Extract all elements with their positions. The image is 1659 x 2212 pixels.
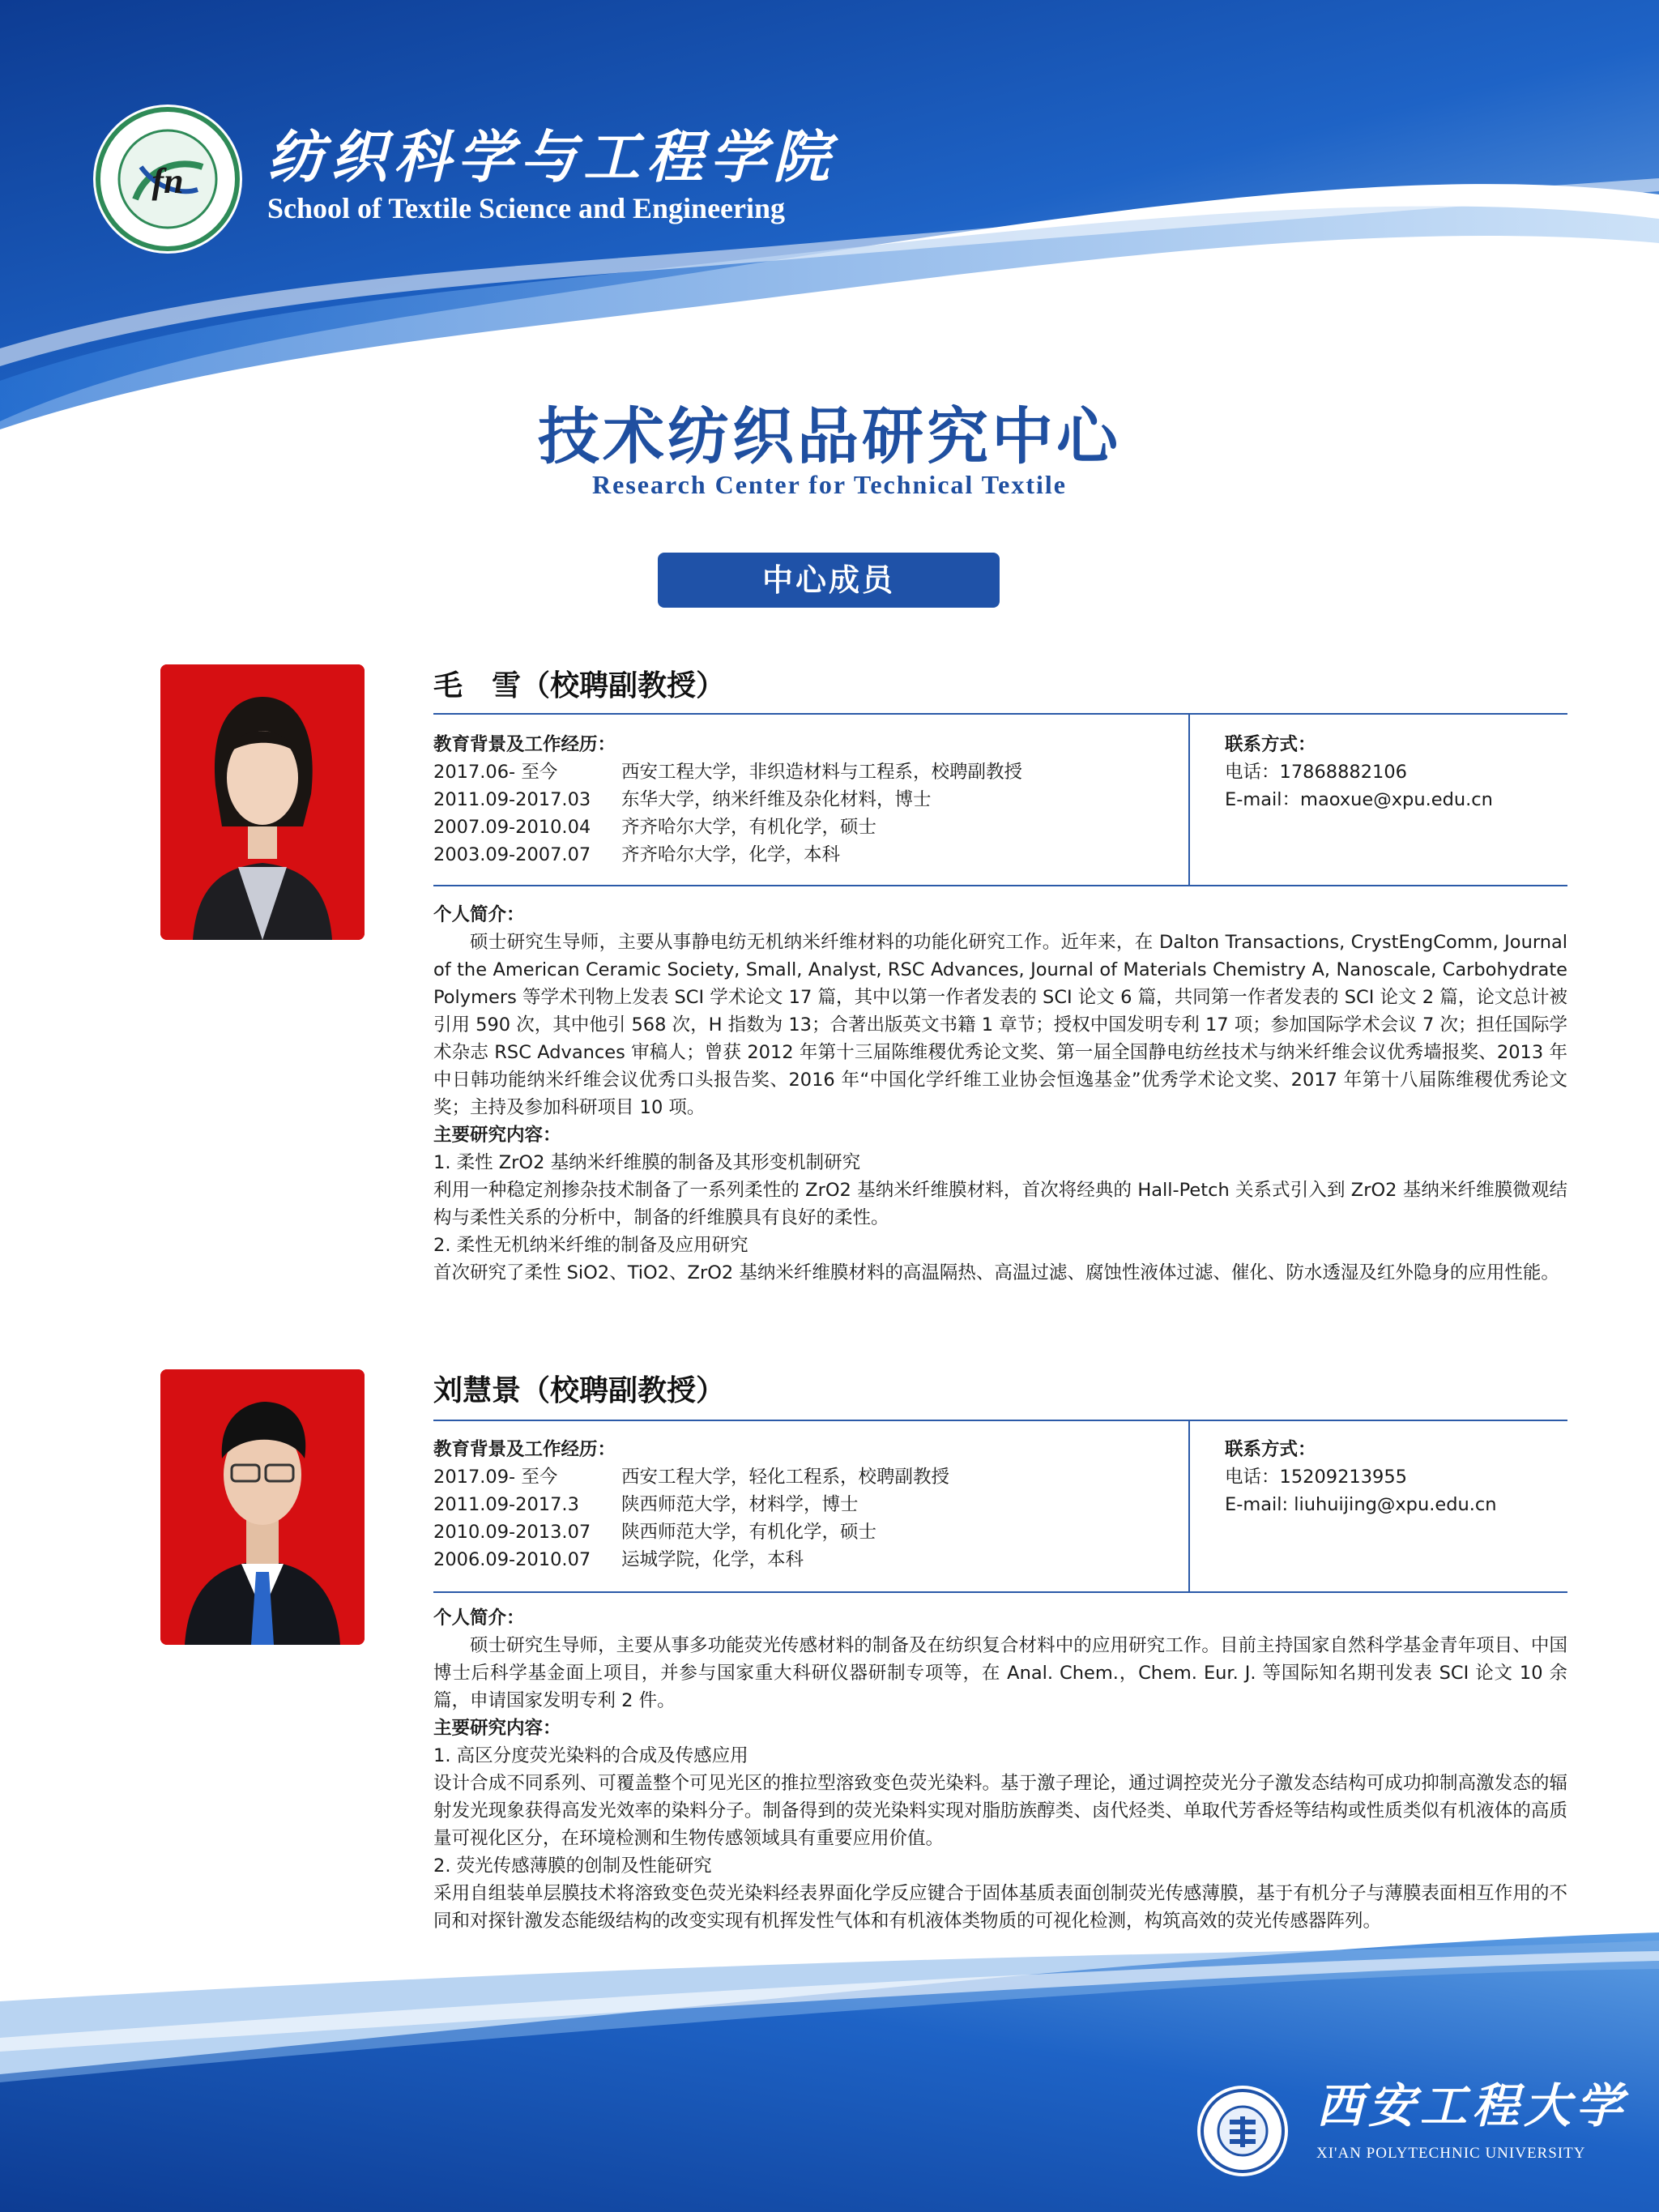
education-date: 2011.09-2017.3 — [433, 1494, 579, 1515]
research-text: 首次研究了柔性 SiO2、TiO2、ZrO2 基纳米纤维膜材料的高温隔热、高温过滤、腐蚀性液体过滤、催化、防水透湿及红外隐身的应用性能。 — [433, 1262, 1559, 1283]
research-title: 2. 柔性无机纳米纤维的制备及应用研究 — [433, 1235, 748, 1256]
education-row — [433, 841, 1179, 869]
university-emblem — [1196, 2084, 1290, 2178]
education-row — [433, 1518, 1179, 1546]
research-title: 2. 荧光传感薄膜的创制及性能研究 — [433, 1855, 712, 1877]
research-heading: 主要研究内容： — [433, 1718, 561, 1739]
center-title-cn: 技术纺织品研究中心 — [538, 400, 1121, 472]
divider — [433, 885, 1567, 886]
education-desc: 齐齐哈尔大学，化学，本科 — [621, 844, 841, 865]
university-name-cn: 西安工程大学 — [1316, 2078, 1628, 2133]
bio-block — [433, 901, 1567, 1287]
education-desc: 西安工程大学，非织造材料与工程系，校聘副教授 — [621, 762, 1023, 783]
education-date: 2010.09-2013.07 — [433, 1522, 591, 1543]
members-badge: 中心成员 — [658, 553, 1000, 608]
education-row — [433, 786, 1179, 813]
education-desc: 西安工程大学，轻化工程系，校聘副教授 — [621, 1467, 950, 1488]
university-name-en: XI'AN POLYTECHNIC UNIVERSITY — [1316, 2145, 1586, 2162]
member-name: 刘慧景（校聘副教授） — [433, 1374, 726, 1407]
contact-block — [1225, 731, 1573, 813]
education-block — [433, 1436, 1179, 1574]
email-link[interactable]: E-mail：maoxue@xpu.edu.cn — [1225, 789, 1493, 810]
education-desc: 运城学院，化学，本科 — [621, 1549, 804, 1570]
research-title: 1. 柔性 ZrO2 基纳米纤维膜的制备及其形变机制研究 — [433, 1152, 861, 1173]
education-date: 2017.09- 至今 — [433, 1467, 558, 1488]
bio-block — [433, 1604, 1567, 1935]
education-block — [433, 731, 1179, 869]
phone: 电话：15209213955 — [1225, 1467, 1407, 1488]
education-date: 2007.09-2010.04 — [433, 817, 591, 838]
member-photo — [160, 664, 365, 940]
intro-text: 硕士研究生导师，主要从事静电纺无机纳米纤维材料的功能化研究工作。近年来，在 Dalton Transactions, CrystEngComm, Journal of the American Ceramic Society, Small, Analyst, RSC Advances, Journal of Materials Chemistry A, Nanoscale, Carbohydrate Polymers 等学术刊物上发表 SCI 学术论文 17 篇，其中以第一作者发表的 SCI 论文 6 篇，共同第一作者发表的 SCI 论文 2 篇，论文总计被引用 590 次，其中他引 568 次，H 指数为 13；合著出版英文书籍 1 章节；授权中国发明专利 17 项；参加国际学术会议 7 次；担任国际学术杂志 RSC Advances 审稿人；曾获 2012 年第十三届陈维稷优秀论文奖、第一届全国静电纺丝技术与纳米纤维会议优秀墙报奖、2013 年中日韩功能纳米纤维会议优秀口头报告奖、2016 年“中国化学纤维工业协会恒逸基金”优秀学术论文奖、2017 年第十八届陈维稷优秀论文奖；主持及参加科研项目 10 项。 — [433, 932, 1567, 1118]
intro-text: 硕士研究生导师，主要从事多功能荧光传感材料的制备及在纺织复合材料中的应用研究工作。目前主持国家自然科学基金青年项目、中国博士后科学基金面上项目，并参与国家重大科研仪器研制专项等，在 Anal. Chem.，Chem. Eur. J. 等国际知名期刊发表 SCI 论文 10 余篇，申请国家发明专利 2 件。 — [433, 1635, 1567, 1711]
contact-block — [1225, 1436, 1573, 1518]
education-desc: 陕西师范大学，有机化学，硕士 — [621, 1522, 877, 1543]
education-date: 2006.09-2010.07 — [433, 1549, 591, 1570]
school-logo — [91, 102, 245, 256]
education-heading: 教育背景及工作经历： — [433, 734, 616, 755]
svg-text:fn: fn — [151, 161, 184, 201]
education-date: 2011.09-2017.03 — [433, 789, 591, 810]
research-heading: 主要研究内容： — [433, 1125, 561, 1146]
school-name-cn: 纺织科学与工程学院 — [267, 123, 836, 190]
research-text: 利用一种稳定剂掺杂技术制备了一系列柔性的 ZrO2 基纳米纤维膜材料，首次将经典的 Hall-Petch 关系式引入到 ZrO2 基纳米纤维膜微观结构与柔性关系的分析中，制备的纤维膜具有良好的柔性。 — [433, 1180, 1567, 1228]
education-heading: 教育背景及工作经历： — [433, 1439, 616, 1460]
research-title: 1. 高区分度荧光染料的合成及传感应用 — [433, 1745, 748, 1766]
divider — [433, 1591, 1567, 1593]
divider — [433, 713, 1567, 715]
education-desc: 齐齐哈尔大学，有机化学，硕士 — [621, 817, 877, 838]
divider — [1188, 715, 1190, 885]
research-text: 设计合成不同系列、可覆盖整个可见光区的推拉型溶致变色荧光染料。基于激子理论，通过调控荧光分子激发态结构可成功抑制高激发态的辐射发光现象获得高发光效率的染料分子。制备得到的荧光染料实现对脂肪族醇类、卤代烃类、单取代芳香烃等结构或性质类似有机液体的高质量可视化区分，在环境检测和生物传感领域具有重要应用价值。 — [433, 1773, 1567, 1849]
school-name-en: School of Textile Science and Engineering — [267, 192, 786, 224]
email-link[interactable]: E-mail: liuhuijing@xpu.edu.cn — [1225, 1494, 1497, 1515]
education-row — [433, 758, 1179, 786]
intro-heading: 个人简介： — [433, 1608, 525, 1629]
education-row — [433, 1546, 1179, 1574]
member-photo — [160, 1369, 365, 1645]
member-name: 毛 雪（校聘副教授） — [433, 669, 726, 702]
phone: 电话：17868882106 — [1225, 762, 1407, 783]
divider — [433, 1420, 1567, 1421]
education-row — [433, 1463, 1179, 1491]
divider — [1188, 1421, 1190, 1591]
contact-heading: 联系方式： — [1225, 1439, 1316, 1460]
intro-heading: 个人简介： — [433, 904, 525, 925]
education-date: 2017.06- 至今 — [433, 762, 558, 783]
research-text: 采用自组装单层膜技术将溶致变色荧光染料经表界面化学反应键合于固体基质表面创制荧光传感薄膜，基于有机分子与薄膜表面相互作用的不同和对探针激发态能级结构的改变实现有机挥发性气体和有机液体类物质的可视化检测，构筑高效的荧光传感器阵列。 — [433, 1883, 1567, 1932]
education-row — [433, 813, 1179, 841]
education-desc: 陕西师范大学，材料学，博士 — [621, 1494, 859, 1515]
education-row — [433, 1491, 1179, 1518]
education-desc: 东华大学，纳米纤维及杂化材料，博士 — [621, 789, 932, 810]
center-title-en: Research Center for Technical Textile — [592, 470, 1067, 499]
education-date: 2003.09-2007.07 — [433, 844, 591, 865]
contact-heading: 联系方式： — [1225, 734, 1316, 755]
